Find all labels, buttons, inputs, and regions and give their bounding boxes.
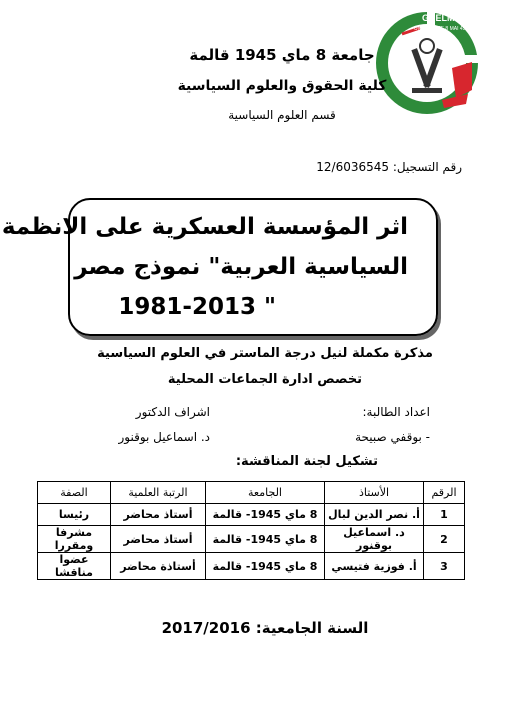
cell-number: 1 [424, 504, 465, 526]
thesis-title-box [1, 198, 438, 336]
logo-text: GUELMA [422, 13, 461, 23]
academic-year: السنة الجامعية: 2017/2016 [161, 619, 369, 637]
cell-number: 2 [424, 526, 465, 553]
department-name: قسم العلوم السياسية [228, 108, 336, 122]
thesis-degree: مذكرة مكملة لنيل درجة الماستر في العلوم السياسية [97, 346, 433, 361]
cell-rank: أستاذ محاضر [111, 526, 206, 553]
supervisor-label: اشراف الدكتور [135, 405, 210, 419]
table-row [38, 553, 465, 580]
header-role: الصفة [38, 482, 111, 504]
committee-table [37, 481, 465, 580]
thesis-specialty: تخصص ادارة الجماعات المحلية [167, 372, 363, 387]
cell-professor: أ. نصر الدين لبال [325, 504, 424, 526]
cell-university: 8 ماي 1945- قالمة [206, 504, 325, 526]
table-row [38, 526, 465, 553]
table-row [38, 504, 465, 526]
supervisor-name: د. اسماعيل بوقنور [118, 430, 210, 444]
cell-university: 8 ماي 1945- قالمة [206, 526, 325, 553]
cell-professor: د. اسماعيل بوقنور [325, 526, 424, 553]
cell-role: مشرفا ومقررا [38, 526, 111, 553]
cell-rank: أستاذ محاضر [111, 504, 206, 526]
university-name: جامعة 8 ماي 1945 قالمة [189, 46, 375, 64]
student-label: اعداد الطالبة: [362, 405, 430, 419]
cell-role: رئيسا [38, 504, 111, 526]
cell-number: 3 [424, 553, 465, 580]
header-number: الرقم [424, 482, 465, 504]
committee-title: تشكيل لجنة المناقشة: [235, 454, 378, 469]
student-name: - بوقفي صبيحة [355, 430, 430, 444]
header-rank: الرتبة العلمية [111, 482, 206, 504]
faculty-name: كلية الحقوق والعلوم السياسية [177, 78, 387, 94]
thesis-title-line-3: 1981-2013 " [118, 294, 276, 320]
cell-rank: أستاذة محاضر [111, 553, 206, 580]
logo-subtext: UNIVERSITE 8 MAI 45 [414, 26, 466, 32]
header-university: الجامعة [206, 482, 325, 504]
cell-role: عضوا مناقشا [38, 553, 111, 580]
committee-table-header [38, 482, 465, 504]
registration-number: رقم التسجيل: 12/6036545 [316, 160, 462, 174]
header-professor: الأستاذ [325, 482, 424, 504]
thesis-title-line-1: اثر المؤسسة العسكرية على الانظمة [1, 214, 408, 240]
cell-professor: أ. فوزية فتيسي [325, 553, 424, 580]
cell-university: 8 ماي 1945- قالمة [206, 553, 325, 580]
thesis-title-line-2: السياسية العربية" نموذج مصر [74, 254, 408, 280]
